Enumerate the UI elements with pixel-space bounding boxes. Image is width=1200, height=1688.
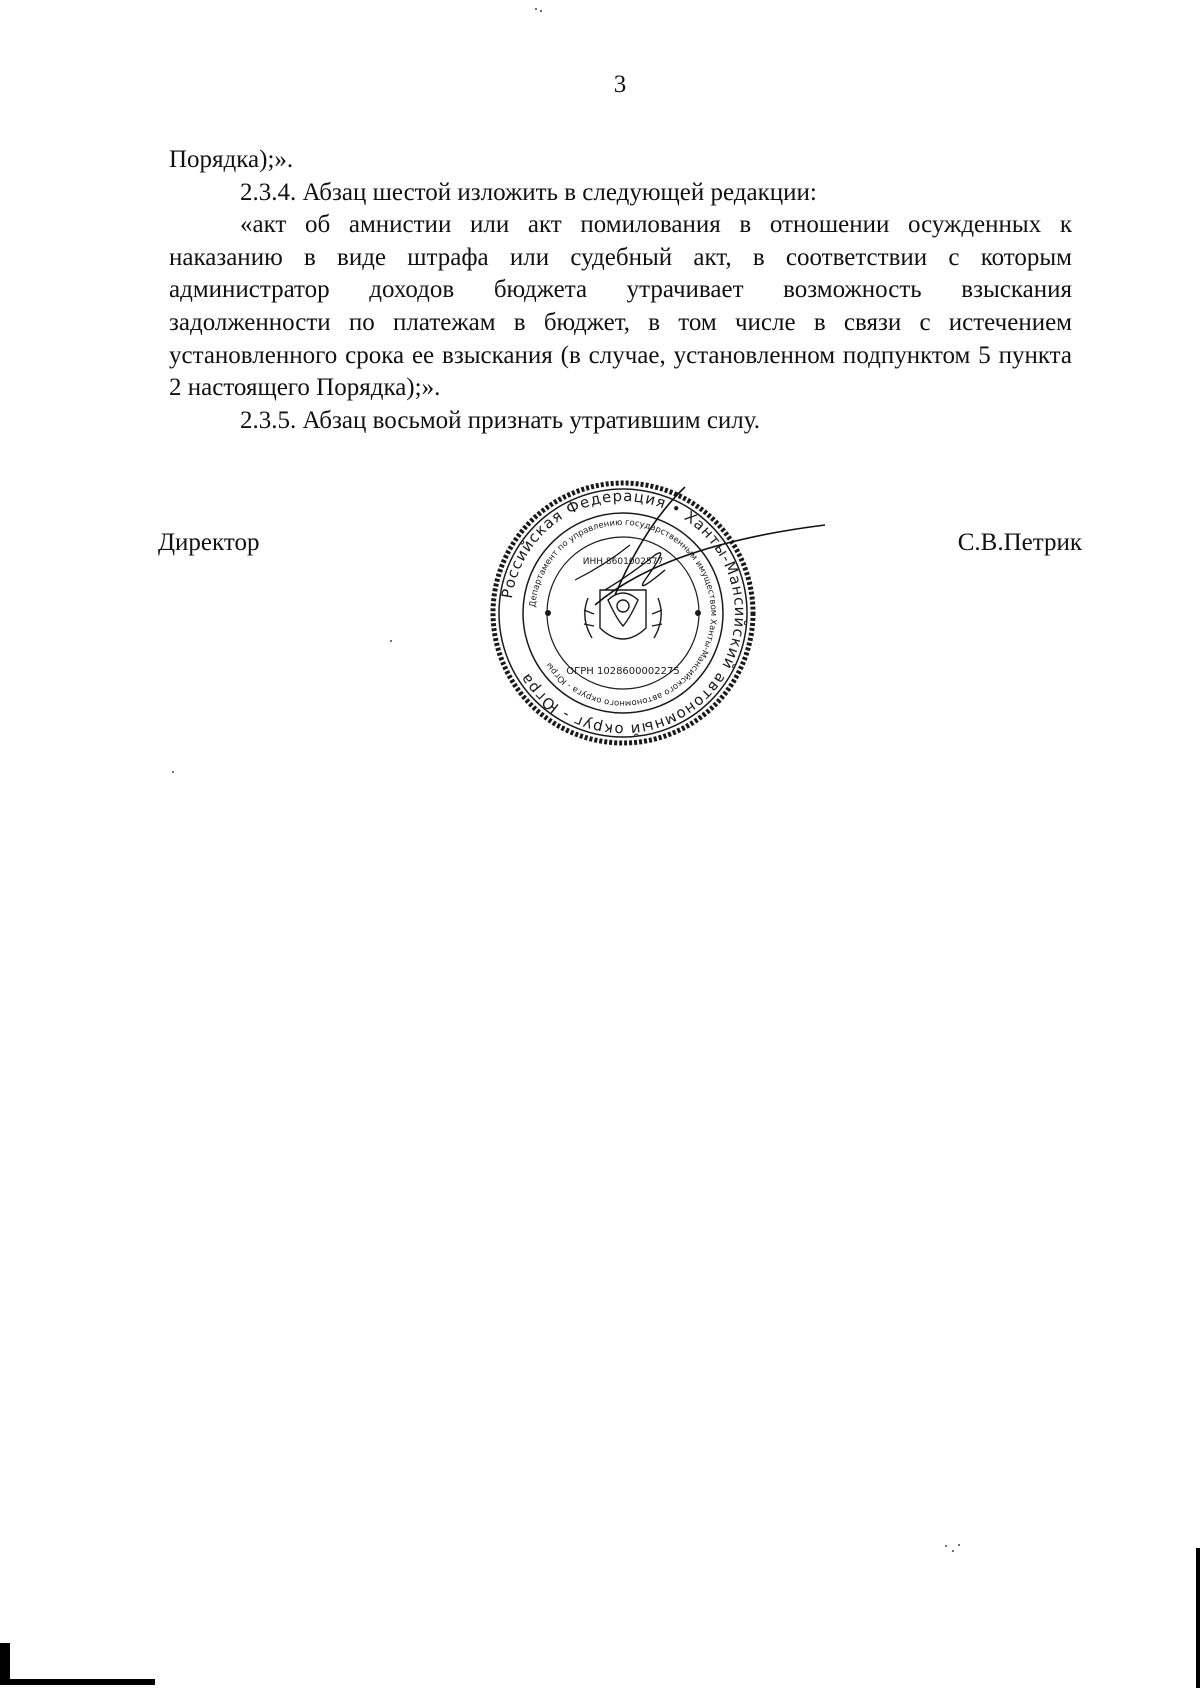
scan-speck [535, 8, 537, 10]
document-body [169, 144, 1072, 437]
paragraph-2-3-5: 2.3.5. Абзац восьмой признать утратившим силу. [240, 406, 761, 434]
seal-outer-text: Российская Федерация • Ханты-Мансийский автономный округ - Югра [497, 486, 750, 740]
signatory-title: Директор [158, 529, 260, 556]
official-seal [488, 478, 758, 748]
seal-graphic [488, 478, 758, 748]
paragraph-quoted-text: «акт об амнистии или акт помилования в отношении осужденных к наказанию в виде штрафа или судебный акт, в соответствии с которым администратор доходов бюджета утрачивает возможность взыскания задолженности по платежам в бюджет, в том числе в связи с истечением установленного срока ее взыскания (в случае, установленном подпунктом 5 пункта 2 настоящего Порядка);». [169, 211, 1072, 402]
scan-speck [945, 1545, 947, 1547]
paragraph-2-3-4: 2.3.4. Абзац шестой изложить в следующей редакции: [240, 178, 817, 206]
scan-speck [952, 1550, 954, 1552]
scan-speck [172, 771, 174, 773]
seal-inn: ИНН 8601002577 [582, 557, 664, 567]
page-number: 3 [613, 71, 627, 98]
signatory-name: С.В.Петрик [957, 529, 1082, 556]
seal-ogrn: ОГРН 1028600002275 [566, 666, 680, 677]
scan-speck [958, 1544, 960, 1546]
scan-speck [540, 10, 542, 12]
svg-text:Департамент по управлению госу [528, 518, 718, 708]
paragraph-continuation: Порядка);». [169, 146, 294, 173]
coat-of-arms-icon [584, 590, 662, 639]
scan-edge-mark [1196, 1548, 1200, 1688]
seal-inner-text: Департамент по управлению государственным имуществом Ханты-Мансийского автономного округа - Югры [528, 517, 719, 709]
scan-corner-mark [0, 1643, 155, 1685]
scan-speck [390, 640, 392, 642]
